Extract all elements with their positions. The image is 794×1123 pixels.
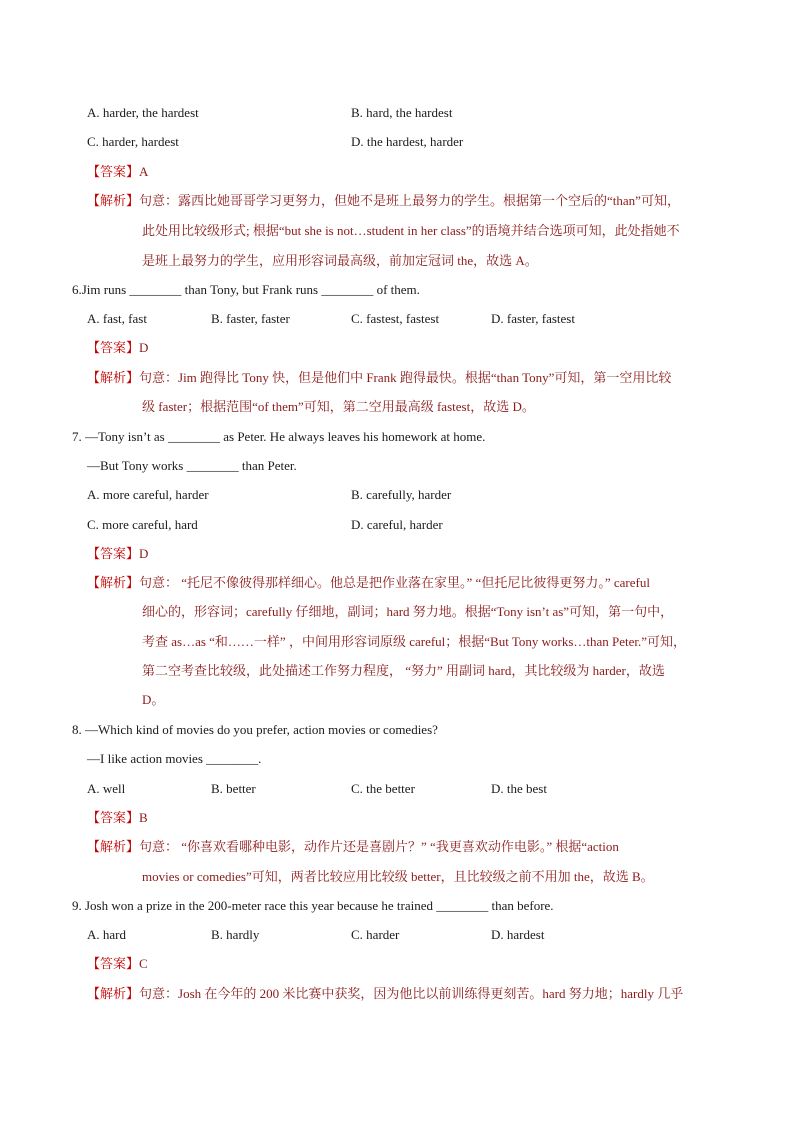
answer-tag: 【答案】 bbox=[87, 810, 140, 825]
analysis-line: 级 faster；根据范围“of them”可知，第二空用最高级 fastest，故选 D。 bbox=[142, 399, 535, 414]
analysis-tag: 【解析】 bbox=[87, 370, 140, 385]
q9-analysis bbox=[87, 985, 683, 1003]
q7-option-c: C. more careful, hard bbox=[87, 517, 198, 532]
q5-option-c: C. harder, hardest bbox=[87, 134, 179, 149]
analysis-line: 句意： “托尼不像彼得那样细心。他总是把作业落在家里。” “但托尼比彼得更努力。” careful bbox=[139, 575, 650, 590]
analysis-tag: 【解析】 bbox=[87, 986, 140, 1001]
q5-option-b: B. hard, the hardest bbox=[351, 105, 453, 120]
analysis-line: 考查 as…as “和……一样” ，中间用形容词原级 careful；根据“But Tony works…than Peter.”可知， bbox=[142, 634, 687, 649]
analysis-line: 第二空考查比较级，此处描述工作努力程度， “努力” 用副词 hard，其比较级为 harder，故选 bbox=[142, 663, 665, 678]
q5-analysis bbox=[87, 192, 680, 210]
answer-tag: 【答案】 bbox=[87, 546, 140, 561]
q8-option-b: B. better bbox=[211, 781, 256, 796]
q7-question-reply: —But Tony works ________ than Peter. bbox=[87, 458, 297, 473]
q7-option-d: D. careful, harder bbox=[351, 517, 443, 532]
q8-option-c: C. the better bbox=[351, 781, 415, 796]
answer-value: C bbox=[139, 956, 148, 971]
answer-value: D bbox=[139, 340, 149, 355]
analysis-line: 此处用比较级形式; 根据“but she is not…student in her class”的语境并结合选项可知，此处指她不 bbox=[142, 223, 680, 238]
q7-analysis bbox=[87, 574, 650, 592]
answer-tag: 【答案】 bbox=[87, 164, 140, 179]
q8-question: 8. —Which kind of movies do you prefer, action movies or comedies? bbox=[72, 722, 438, 737]
analysis-line: 句意：Jim 跑得比 Tony 快，但是他们中 Frank 跑得最快。根据“than Tony”可知，第一空用比较 bbox=[139, 370, 672, 385]
q6-option-b: B. faster, faster bbox=[211, 311, 290, 326]
analysis-line: 句意：露西比她哥哥学习更努力，但她不是班上最努力的学生。根据第一个空后的“than”可知， bbox=[139, 193, 680, 208]
q9-option-b: B. hardly bbox=[211, 927, 260, 942]
analysis-tag: 【解析】 bbox=[87, 839, 140, 854]
q9-option-c: C. harder bbox=[351, 927, 400, 942]
analysis-line: 细心的，形容词；carefully 仔细地，副词；hard 努力地。根据“Tony isn’t as”可知，第一句中， bbox=[142, 604, 674, 619]
analysis-tag: 【解析】 bbox=[87, 193, 140, 208]
answer-tag: 【答案】 bbox=[87, 340, 140, 355]
analysis-line: 句意： “你喜欢看哪种电影，动作片还是喜剧片？” “我更喜欢动作电影。” 根据“action bbox=[139, 839, 619, 854]
q8-analysis bbox=[87, 838, 619, 856]
q6-analysis bbox=[87, 369, 671, 387]
q9-option-d: D. hardest bbox=[491, 927, 545, 942]
q8-question-reply: —I like action movies ________. bbox=[87, 751, 262, 766]
q6-answer bbox=[87, 339, 148, 357]
q8-answer bbox=[87, 809, 148, 827]
q6-option-d: D. faster, fastest bbox=[491, 311, 575, 326]
q6-option-a: A. fast, fast bbox=[87, 311, 147, 326]
analysis-line: 句意：Josh 在今年的 200 米比赛中获奖，因为他比以前训练得更刻苦。hard 努力地；hardly 几乎 bbox=[139, 986, 684, 1001]
q9-option-a: A. hard bbox=[87, 927, 126, 942]
answer-value: A bbox=[139, 164, 149, 179]
q7-question: 7. —Tony isn’t as ________ as Peter. He always leaves his homework at home. bbox=[72, 429, 486, 444]
q9-question: 9. Josh won a prize in the 200-meter race this year because he trained ________ than before. bbox=[72, 898, 554, 913]
analysis-line: D。 bbox=[142, 692, 165, 707]
answer-value: D bbox=[139, 546, 149, 561]
q8-option-d: D. the best bbox=[491, 781, 547, 796]
q5-option-a: A. harder, the hardest bbox=[87, 105, 199, 120]
q6-option-c: C. fastest, fastest bbox=[351, 311, 440, 326]
q6-question: 6.Jim runs ________ than Tony, but Frank runs ________ of them. bbox=[72, 282, 420, 297]
analysis-line: movies or comedies”可知，两者比较应用比较级 better，且比较级之前不用加 the，故选 B。 bbox=[142, 869, 654, 884]
q7-option-b: B. carefully, harder bbox=[351, 487, 452, 502]
q7-option-a: A. more careful, harder bbox=[87, 487, 209, 502]
q5-answer bbox=[87, 163, 148, 181]
analysis-tag: 【解析】 bbox=[87, 575, 140, 590]
q8-option-a: A. well bbox=[87, 781, 126, 796]
q7-answer bbox=[87, 545, 148, 563]
answer-value: B bbox=[139, 810, 148, 825]
analysis-line: 是班上最努力的学生，应用形容词最高级，前加定冠词 the，故选 A。 bbox=[142, 253, 538, 268]
q9-answer bbox=[87, 955, 148, 973]
answer-tag: 【答案】 bbox=[87, 956, 140, 971]
q5-option-d: D. the hardest, harder bbox=[351, 134, 464, 149]
